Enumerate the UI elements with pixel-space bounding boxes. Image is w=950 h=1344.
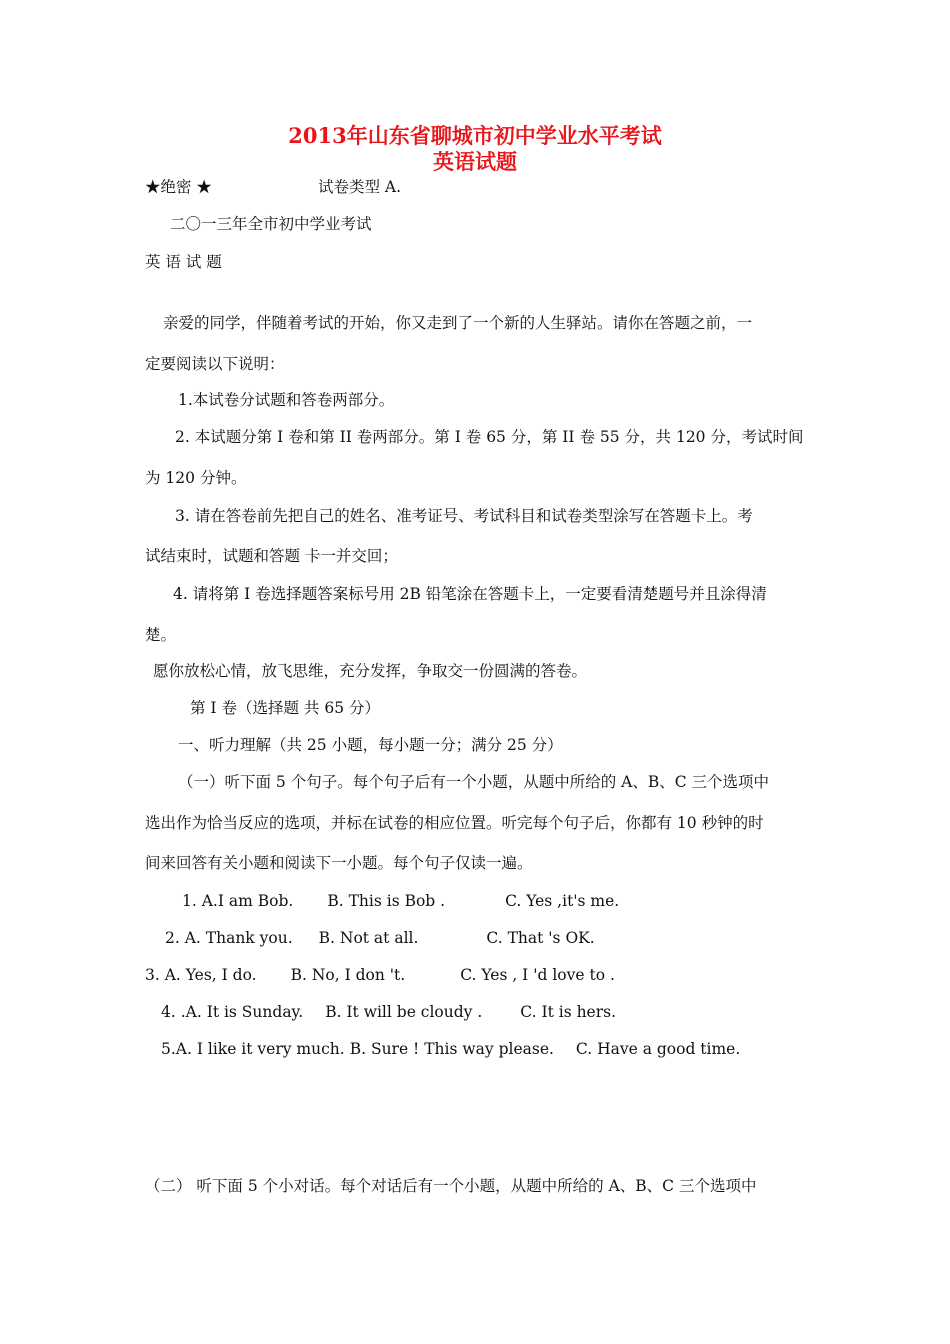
document-subtitle: 英语试题 [433,149,517,174]
option-c: C. It is hers. [520,1003,617,1021]
option-a: 4. .A. It is Sunday. [161,1003,304,1021]
exam-name: 二〇一三年全市初中学业考试 [170,215,372,233]
secret-mark: ★绝密 ★ [145,178,212,196]
option-c: C. Yes ,it's me. [505,892,620,910]
instruction-item: 3. 请在答卷前先把自己的姓名、准考证号、考试科目和试卷类型涂写在答题卡上。考 [175,507,753,525]
section-instruction: 间来回答有关小题和阅读下一小题。每个句子仅读一遍。 [145,854,533,872]
option-a: 5.A. I like it very much. [161,1040,345,1058]
question-row [145,965,615,985]
instruction-item: 试结束时，试题和答题 卡一并交回； [145,547,398,565]
subject-label: 英 语 试 题 [145,253,222,271]
option-b: B. No, I don 't. [290,966,406,984]
option-a: 1. A.I am Bob. [182,892,294,910]
section-instruction: 选出作为恰当反应的选项，并标在试卷的相应位置。听完每个句子后，你都有 10 秒钟的时 [145,814,764,832]
intro-paragraph-line: 亲爱的同学，伴随着考试的开始，你又走到了一个新的人生驿站。请你在答题之前，一 [163,314,753,332]
intro-paragraph-line: 定要阅读以下说明： [145,355,285,373]
section-heading: 一、听力理解（共 25 小题，每小题一分；满分 25 分） [178,736,563,754]
instruction-item: 为 120 分钟。 [145,469,247,487]
wish-text: 愿你放松心情，放飞思维，充分发挥，争取交一份圆满的答卷。 [153,662,588,680]
question-row [161,1002,616,1022]
option-b: B. Sure ! This way please. [349,1040,554,1058]
question-row [165,928,595,948]
paper-type: 试卷类型 A. [318,178,402,196]
option-c: C. Yes , I 'd love to . [460,966,615,984]
instruction-item: 1.本试卷分试题和答卷两部分。 [178,391,395,409]
section-instruction: （二） 听下面 5 个小对话。每个对话后有一个小题，从题中所给的 A、B、C 三个选项中 [145,1177,757,1195]
option-b: B. Not at all. [318,929,419,947]
instruction-item: 4. 请将第 I 卷选择题答案标号用 2B 铅笔涂在答题卡上，一定要看清楚题号并且涂得清 [173,585,767,603]
instruction-item: 楚。 [145,626,177,644]
question-row [182,891,619,911]
option-b: B. This is Bob . [327,892,446,910]
question-row [161,1039,740,1059]
option-c: C. Have a good time. [575,1040,741,1058]
section-instruction: （一）听下面 5 个句子。每个句子后有一个小题，从题中所给的 A、B、C 三个选项中 [178,773,770,791]
instruction-item: 2. 本试题分第 I 卷和第 II 卷两部分。第 I 卷 65 分，第 II 卷 55 分，共 120 分，考试时间 [175,428,804,446]
option-b: B. It will be cloudy . [325,1003,483,1021]
option-c: C. That 's OK. [486,929,595,947]
part-heading: 第 I 卷（选择题 共 65 分） [190,699,380,717]
document-title: 2013年山东省聊城市初中学业水平考试 [288,123,662,148]
option-a: 3. A. Yes, I do. [145,966,257,984]
option-a: 2. A. Thank you. [165,929,293,947]
